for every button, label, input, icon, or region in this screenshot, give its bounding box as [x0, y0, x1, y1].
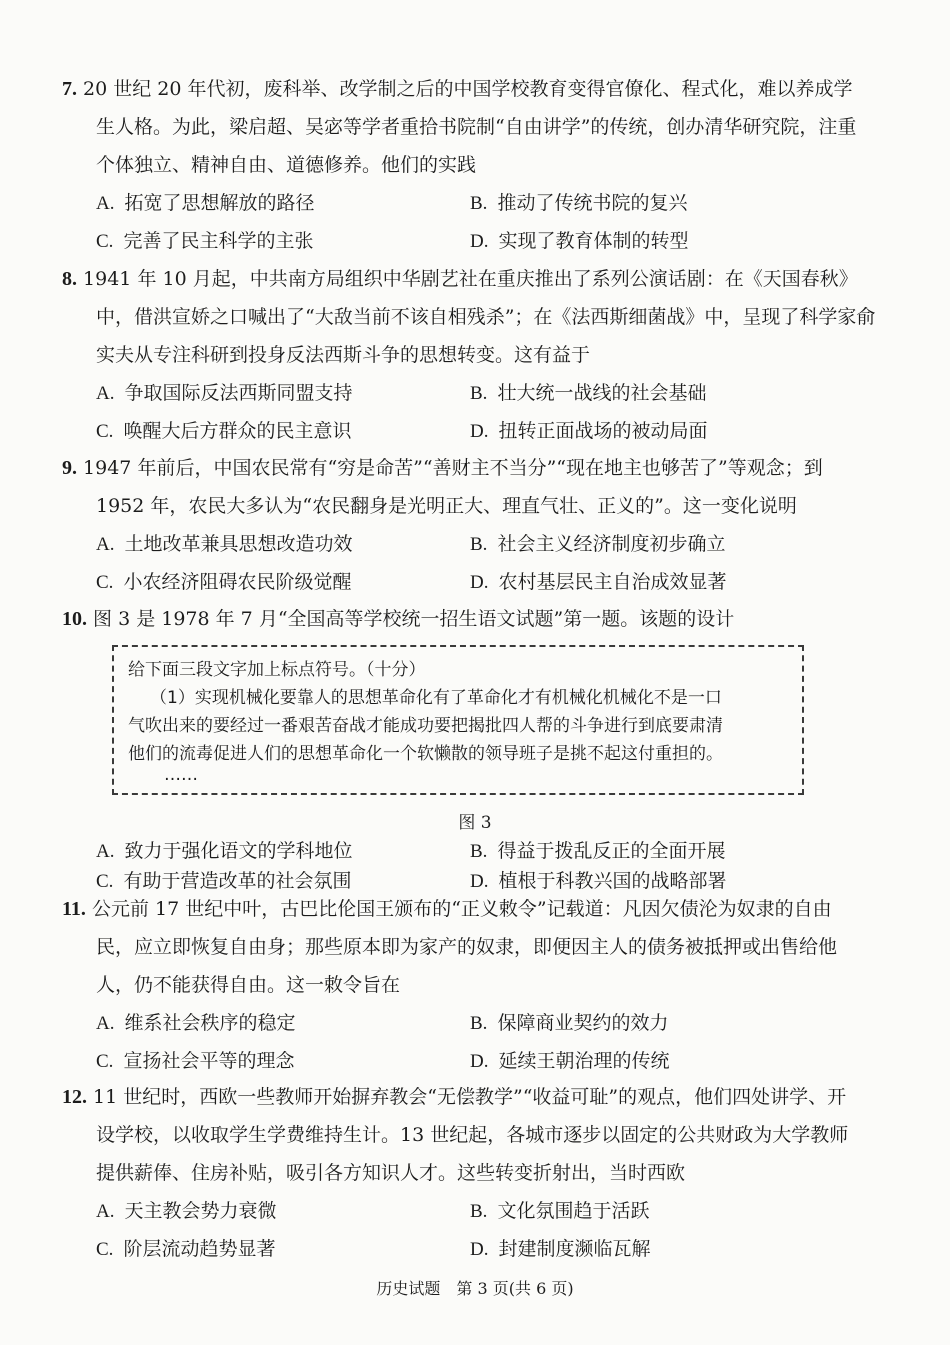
option-b: B. 文化氛围趋于活跃	[470, 1200, 650, 1222]
option-c: C. 完善了民主科学的主张	[96, 230, 314, 252]
option-a: A. 天主教会势力衰微	[96, 1200, 277, 1222]
stem-line: 图 3 是 1978 年 7 月“全国高等学校统一招生语文试题”第一题。该题的设计	[93, 608, 735, 630]
stem-line: 设学校，以收取学生学费维持生计。13 世纪起，各城市逐步以固定的公共财政为大学教师	[96, 1124, 849, 1146]
question-7	[62, 70, 862, 260]
option-d: D. 植根于科教兴国的战略部署	[470, 870, 727, 892]
figure-text-line: 他们的流毒促进人们的思想革命化一个软懒散的领导班子是挑不起这付重担的。	[128, 744, 723, 764]
figure-ellipsis: ……	[164, 765, 198, 785]
question-12	[62, 1078, 862, 1268]
stem-line: 民，应立即恢复自由身；那些原本即为家产的奴隶，即便因主人的债务被抵押或出售给他	[96, 936, 838, 958]
option-a: A. 争取国际反法西斯同盟支持	[96, 382, 353, 404]
options	[62, 1192, 862, 1268]
question-stem	[62, 1078, 862, 1192]
option-c: C. 宣扬社会平等的理念	[96, 1050, 295, 1072]
option-d: D. 实现了教育体制的转型	[470, 230, 689, 252]
stem-line: 1941 年 10 月起，中共南方局组织中华剧艺社在重庆推出了系列公演话剧：在《天国春秋》	[83, 268, 858, 290]
option-d: D. 封建制度濒临瓦解	[470, 1238, 651, 1260]
option-d: D. 扭转正面战场的被动局面	[470, 420, 708, 442]
question-stem	[62, 600, 862, 638]
question-number: 8.	[62, 268, 77, 290]
option-b: B. 保障商业契约的效力	[470, 1012, 669, 1034]
stem-line: 1947 年前后，中国农民常有“穷是命苦”“善财主不当分”“现在地主也够苦了”等观念；到	[83, 457, 823, 479]
options	[62, 184, 862, 260]
figure-3-box	[112, 645, 804, 795]
stem-line: 公元前 17 世纪中叶，古巴比伦国王颁布的“正义敕令”记载道：凡因欠债沦为奴隶的自由	[91, 898, 832, 920]
option-c: C. 唤醒大后方群众的民主意识	[96, 420, 352, 442]
figure-instruction: 给下面三段文字加上标点符号。（十分）	[128, 660, 426, 680]
option-c: C. 阶层流动趋势显著	[96, 1238, 276, 1260]
option-c: C. 小农经济阻碍农民阶级觉醒	[96, 571, 352, 593]
question-10	[62, 600, 862, 638]
stem-line: 生人格。为此，梁启超、吴宓等学者重拾书院制“自由讲学”的传统，创办清华研究院，注重	[96, 116, 857, 138]
option-a: A. 致力于强化语文的学科地位	[96, 840, 353, 862]
options	[62, 1004, 862, 1080]
option-d: D. 农村基层民主自治成效显著	[470, 571, 727, 593]
question-8	[62, 260, 876, 450]
option-b: B. 壮大统一战线的社会基础	[470, 382, 707, 404]
option-b: B. 得益于拨乱反正的全面开展	[470, 840, 726, 862]
option-b: B. 社会主义经济制度初步确立	[470, 533, 726, 555]
option-a: A. 拓宽了思想解放的路径	[96, 192, 315, 214]
stem-line: 个体独立、精神自由、道德修养。他们的实践	[96, 154, 477, 176]
option-c: C. 有助于营造改革的社会氛围	[96, 870, 352, 892]
figure-text-line: （1）实现机械化要靠人的思想革命化有了革命化才有机械化机械化不是一口	[150, 688, 722, 708]
stem-line: 中，借洪宣娇之口喊出了“大敌当前不该自相残杀”；在《法西斯细菌战》中，呈现了科学家俞	[96, 306, 876, 328]
stem-line: 实夫从专注科研到投身反法西斯斗争的思想转变。这有益于	[96, 344, 591, 366]
options	[62, 374, 862, 450]
option-b: B. 推动了传统书院的复兴	[470, 192, 688, 214]
option-a: A. 土地改革兼具思想改造功效	[96, 533, 353, 555]
stem-line: 人，仍不能获得自由。这一敕令旨在	[96, 974, 401, 996]
question-stem	[62, 260, 876, 374]
page-footer: 历史试题 第 3 页(共 6 页)	[376, 1279, 574, 1298]
option-d: D. 延续王朝治理的传统	[470, 1050, 670, 1072]
question-number: 12.	[62, 1086, 87, 1108]
figure-caption: 图 3	[458, 813, 492, 833]
question-number: 9.	[62, 457, 77, 479]
figure-text-line: 气吹出来的要经过一番艰苦奋战才能成功要把揭批四人帮的斗争进行到底要肃清	[128, 716, 723, 736]
question-number: 7.	[62, 78, 77, 100]
question-number: 11.	[62, 898, 86, 920]
stem-line: 11 世纪时，西欧一些教师开始摒弃教会“无偿教学”“收益可耻”的观点，他们四处讲学、开	[93, 1086, 847, 1108]
question-stem	[62, 449, 862, 525]
option-a: A. 维系社会秩序的稳定	[96, 1012, 296, 1034]
stem-line: 20 世纪 20 年代初，废科举、改学制之后的中国学校教育变得官僚化、程式化，难以养成学	[83, 78, 853, 100]
stem-line: 1952 年，农民大多认为“农民翻身是光明正大、理直气壮、正义的”。这一变化说明	[96, 495, 797, 517]
question-11	[62, 890, 862, 1080]
stem-line: 提供薪俸、住房补贴，吸引各方知识人才。这些转变折射出，当时西欧	[96, 1162, 686, 1184]
question-number: 10.	[62, 608, 87, 630]
question-9	[62, 449, 862, 601]
question-stem	[62, 70, 862, 184]
question-stem	[62, 890, 862, 1004]
options	[62, 525, 862, 601]
